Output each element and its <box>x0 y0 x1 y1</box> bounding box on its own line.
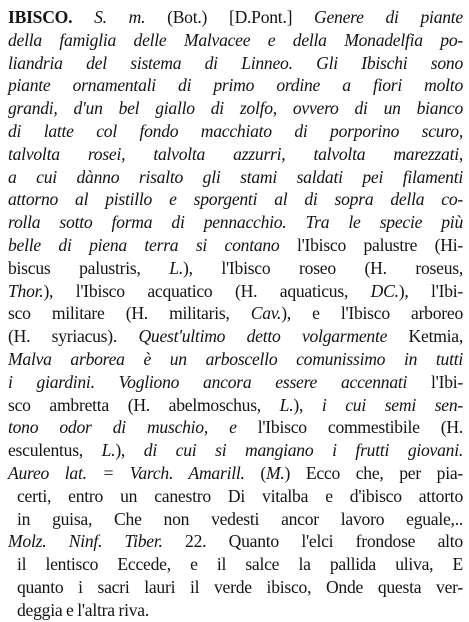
text-segment: piante ornamentali di primo ordine a fiori molto <box>8 75 463 96</box>
text-segment: S. m. <box>94 7 146 27</box>
text-segment: talvolta rosei, talvolta azzurri, talvolta marezzati, <box>8 143 463 164</box>
text-segment: grandi, d'un bel giallo di zolfo, ovvero di un bianco <box>8 98 463 119</box>
text-segment: ), e l'Ibisco arboreo <box>281 303 463 324</box>
text-segment: (H. syriacus). <box>8 326 139 347</box>
text-line <box>8 97 463 120</box>
text-segment: (Bot.) [D.Pont.] <box>145 7 315 27</box>
text-segment: belle di piena terra si contano <box>8 234 297 255</box>
headword: IBISCO. <box>8 7 73 27</box>
text-segment: di cui si mangiano i frutti giovani. <box>143 440 463 461</box>
text-segment: DC. <box>370 280 399 301</box>
text-line <box>8 6 463 29</box>
text-segment: tono odor di muschio, e <box>8 417 237 438</box>
text-segment: ), l'Ibisco acquatico (H. aquaticus, <box>43 280 371 301</box>
text-line <box>8 29 463 52</box>
text-line <box>8 485 463 508</box>
text-segment: rolla sotto forma di pennacchio. Tra le specie più <box>8 212 463 233</box>
text-segment: liandria del sistema di Linneo. Gli Ibischi sono <box>8 52 463 73</box>
text-segment: L. <box>101 440 116 461</box>
text-segment: M. <box>265 462 285 483</box>
text-line <box>8 211 463 234</box>
text-line <box>8 234 463 257</box>
text-segment: attorno al pistillo e sporgenti al di sopra della co- <box>8 189 463 210</box>
text-segment: quanto i sacri lauri il verde ibisco, Onde questa ver- <box>17 576 463 597</box>
text-line <box>8 599 463 622</box>
text-segment: i giardini. Vogliono ancora essere accennati <box>8 371 408 392</box>
text-segment: Ketmia, <box>387 326 463 347</box>
text-segment: sco ambretta (H. abelmoschus, <box>8 394 280 415</box>
text-segment: a cui dànno risalto gli stami saldati pei filamenti <box>8 166 463 187</box>
text-segment: ), l'Ibi- <box>398 280 463 301</box>
text-segment: Quest'ultimo detto volgarmente <box>138 326 388 347</box>
text-line <box>8 348 463 371</box>
text-segment: i cui semi sen- <box>321 394 463 415</box>
text-segment: biscus palustris, <box>8 257 170 278</box>
text-line <box>8 302 463 325</box>
text-line <box>8 371 463 394</box>
text-line <box>8 439 463 462</box>
text-line <box>8 120 463 143</box>
text-segment: esculentus, <box>8 440 102 461</box>
text-segment: Cav. <box>250 303 282 324</box>
text-segment: di latte col fondo macchiato di porporino scuro, <box>8 120 463 141</box>
text-segment: ( <box>244 462 266 483</box>
text-line <box>8 143 463 166</box>
text-line <box>8 394 463 417</box>
text-line <box>8 166 463 189</box>
text-line <box>8 553 463 576</box>
text-segment: Aureo lat. = Varch. Amarill. <box>8 462 245 483</box>
text-line <box>8 530 463 553</box>
text-segment: ), <box>293 394 322 415</box>
text-line <box>8 74 463 97</box>
text-segment: 22. Quanto l'elci frondose alto <box>162 531 463 552</box>
text-segment: sco militare (H. militaris, <box>8 303 251 324</box>
text-segment: ), l'Ibisco roseo (H. roseus, <box>182 257 463 278</box>
text-segment: deggia e l'altra riva. <box>17 599 149 620</box>
text-line <box>8 416 463 439</box>
text-segment: ) Ecco che, per pia- <box>284 462 463 483</box>
text-segment: il lentisco Eccede, e il salce la pallida uliva, E <box>17 554 463 575</box>
text-line <box>8 325 463 348</box>
text-segment: Genere di piante <box>314 7 463 27</box>
dictionary-entry <box>8 6 463 620</box>
text-segment: certi, entro un canestro Di vitalba e d'ibisco attorto <box>17 485 463 506</box>
text-segment: Molz. Ninf. Tiber. <box>8 531 163 552</box>
text-segment: in guisa, Che non vedesti ancor lavoro eguale,.. <box>17 508 463 529</box>
text-line <box>8 576 463 599</box>
text-segment: della famiglia delle Malvacee e della Monadelfia po- <box>8 29 463 50</box>
text-segment <box>72 7 94 27</box>
text-segment: Thor. <box>8 280 44 301</box>
text-segment: ), <box>115 440 144 461</box>
text-line <box>8 462 463 485</box>
text-segment: L. <box>169 257 183 278</box>
text-segment: L. <box>279 394 294 415</box>
text-segment: l'Ibisco palustre (Hi- <box>296 234 463 255</box>
text-segment: l'Ibisco commestibile (H. <box>236 417 463 438</box>
text-line <box>8 257 463 280</box>
text-line <box>8 508 463 531</box>
text-segment: l'Ibi- <box>407 371 463 392</box>
text-line <box>8 52 463 75</box>
text-line <box>8 188 463 211</box>
text-line <box>8 280 463 303</box>
text-segment: Malva arborea è un arboscello comunissimo in tutti <box>8 348 463 369</box>
